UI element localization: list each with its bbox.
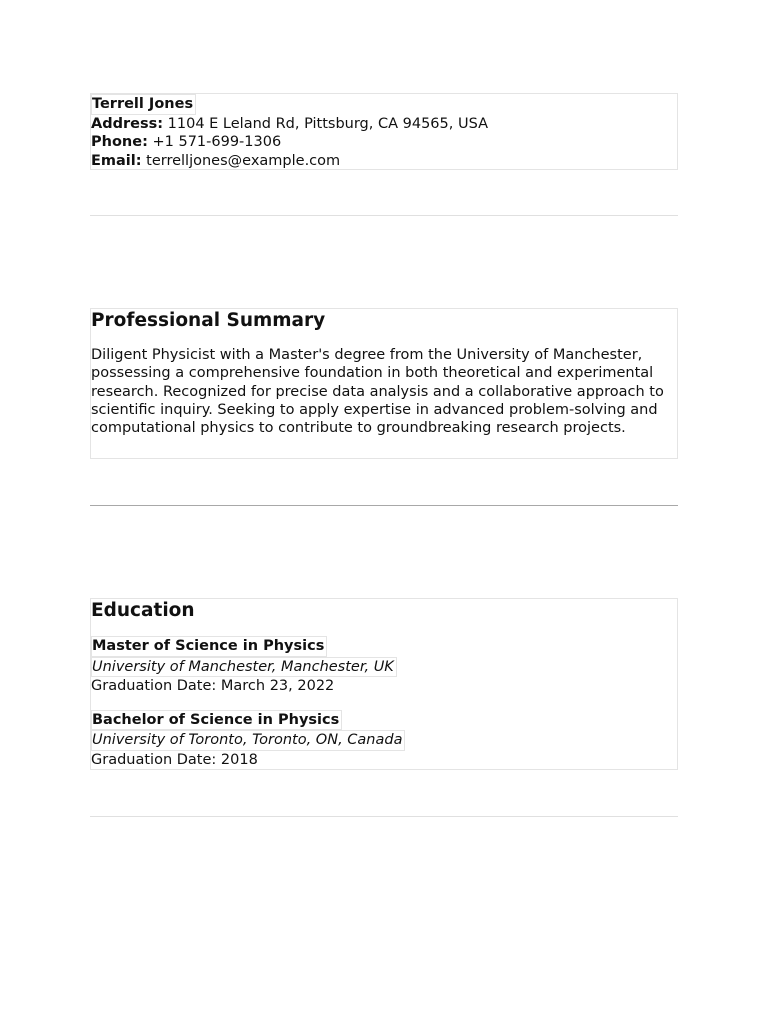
address-label: Address:	[91, 115, 164, 132]
summary-heading: Professional Summary	[91, 310, 326, 331]
phone-line	[91, 133, 677, 152]
degree-title: Bachelor of Science in Physics	[91, 710, 342, 731]
education-entry	[91, 636, 677, 696]
education-entry	[91, 710, 677, 770]
divider-3	[90, 816, 678, 817]
email-line	[91, 152, 677, 171]
summary-section	[90, 308, 678, 459]
degree-title: Master of Science in Physics	[91, 636, 327, 657]
summary-text: Diligent Physicist with a Master's degree from the University of Manchester, possessing a comprehensive foundation in both theoretical and experimental research. Recognized for precise data analysis and a collaborative approach to scientific inquiry. Seeking to apply expertise in advanced problem-solving and computational physics to contribute to groundbreaking research projects.	[91, 347, 664, 437]
school-name: University of Manchester, Manchester, UK	[91, 657, 397, 678]
phone-label: Phone:	[91, 134, 148, 150]
graduation-date: Graduation Date: March 23, 2022	[91, 678, 335, 694]
education-section	[90, 598, 678, 770]
divider-1	[90, 215, 678, 216]
candidate-name: Terrell Jones	[91, 94, 196, 115]
graduation-date: Graduation Date: 2018	[91, 751, 258, 768]
email-label: Email:	[91, 152, 142, 169]
divider-2	[90, 505, 678, 506]
address-line	[91, 115, 677, 134]
phone-value: +1 571-699-1306	[152, 134, 282, 150]
school-name: University of Toronto, Toronto, ON, Canada	[91, 730, 405, 751]
education-heading: Education	[91, 600, 195, 621]
address-value: 1104 E Leland Rd, Pittsburg, CA 94565, USA	[167, 115, 488, 132]
email-value: terrelljones@example.com	[146, 152, 341, 169]
contact-section	[90, 93, 678, 170]
